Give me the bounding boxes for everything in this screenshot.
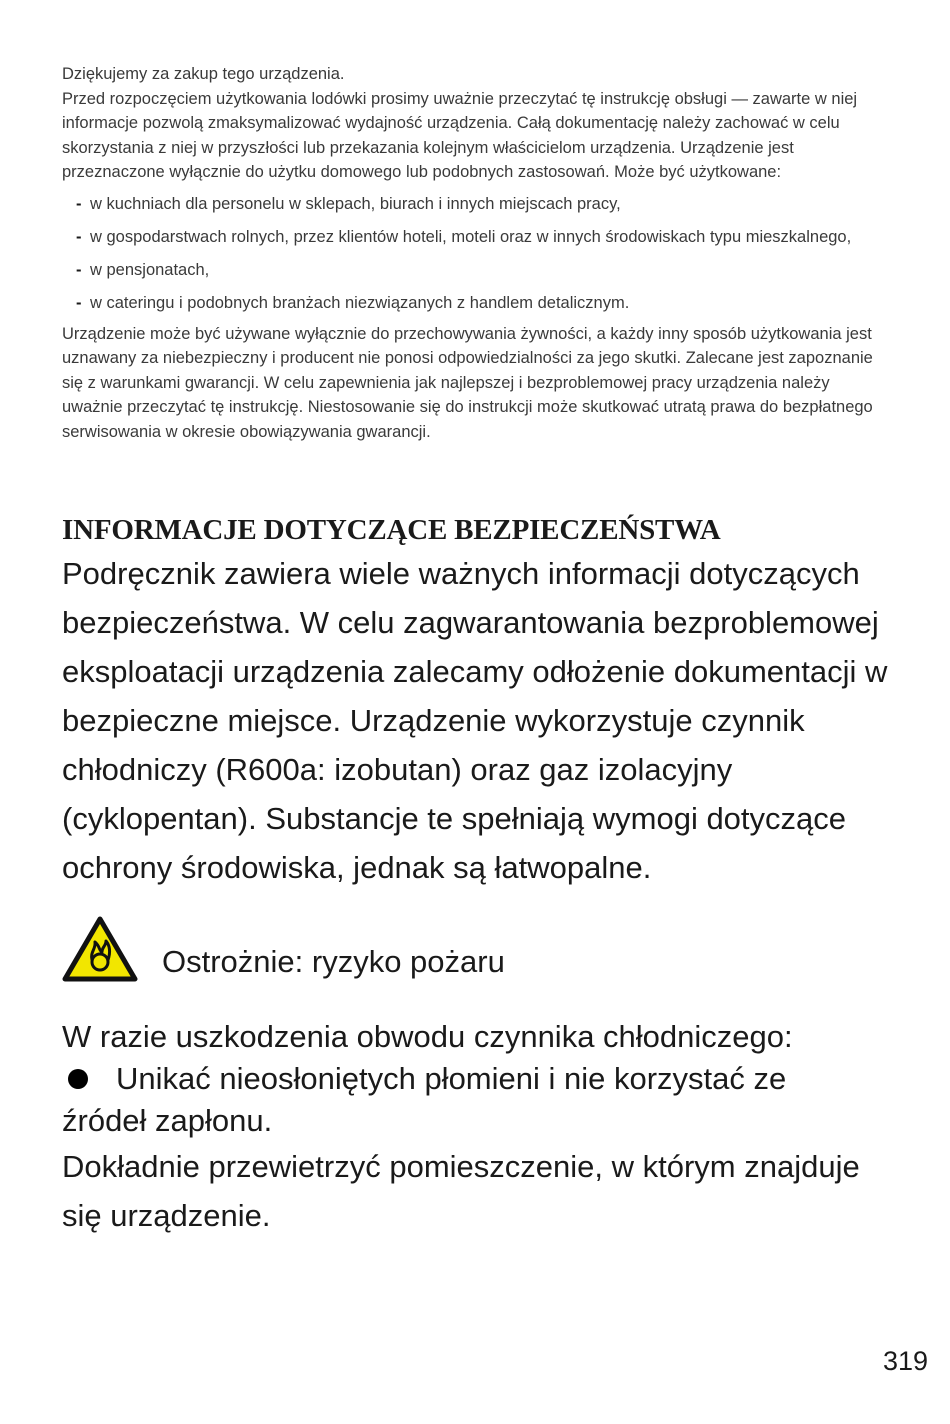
- fire-warning: [62, 912, 888, 982]
- intro-closing: Urządzenie może być używane wyłącznie do przechowywania żywności, a każdy inny sposób użytkowania jest uznawany za niebezpieczny i producent nie ponosi odpowiedzialności za jego skutki. Zalecane jest zapoznanie się z warunkami gwarancji. W celu zapewnienia jak najlepszej i bezproblemowej pracy urządzenia należy uważnie przeczytać tę instrukcję. Niestosowanie się do instrukcji może skutkować utratą prawa do bezpłatnego serwisowania w okresie obowiązywania gwarancji.: [62, 324, 873, 441]
- list-item-text: w kuchniach dla personelu w sklepach, biurach i innych miejscach pracy,: [90, 194, 621, 213]
- dash-icon: -: [76, 194, 82, 213]
- safety-paragraph: Podręcznik zawiera wiele ważnych informacji dotyczących bezpieczeństwa. W celu zagwarantowania bezproblemowej eksploatacji urządzenia zalecamy odłożenie dokumentacji w bezpieczne miejsce. Urządzenie wykorzystuje czynnik chłodniczy (R600a: izobutan) oraz gaz izolacyjny (cyklopentan). Substancje te spełniają wymogi dotyczące ochrony środowiska, jednak są łatwopalne.: [62, 556, 888, 885]
- bullet-icon: [68, 1069, 88, 1089]
- warning-text: Ostrożnie: ryzyko pożaru: [162, 944, 505, 979]
- dash-icon: -: [76, 260, 82, 279]
- list-item-text: w pensjonatach,: [90, 260, 210, 279]
- bullet-text: Unikać nieosłoniętych płomieni i nie korzystać ze: [116, 1061, 787, 1096]
- list-item: [62, 290, 888, 317]
- manual-page: [62, 62, 888, 1240]
- list-item: [62, 191, 888, 218]
- damage-instructions: [62, 1016, 888, 1240]
- list-item: [62, 1058, 888, 1100]
- intro-paragraph: Przed rozpoczęciem użytkowania lodówki prosimy uważnie przeczytać tę instrukcję obsługi — zawarte w niej informacje pozwolą zmaksymalizować wydajność urządzenia. Całą dokumentację należy zachować w celu skorzystania z niej w przyszłości lub przekazania kolejnym właścicielom urządzenia. Urządzenie jest przeznaczone wyłącznie do użytku domowego lub podobnych zastosowań. Może być użytkowane:: [62, 89, 858, 181]
- intro-section: [62, 62, 888, 444]
- safety-heading: INFORMACJE DOTYCZĄCE BEZPIECZEŃSTWA: [62, 514, 721, 546]
- list-item: [62, 224, 888, 251]
- list-item-text: w cateringu i podobnych branżach niezwiązanych z handlem detalicznym.: [90, 293, 630, 312]
- dash-icon: -: [76, 227, 82, 246]
- intro-thanks: Dziękujemy za zakup tego urządzenia.: [62, 65, 345, 83]
- page-number: 319: [882, 1346, 928, 1376]
- bullet-continuation: źródeł zapłonu.: [62, 1103, 273, 1138]
- flammable-warning-icon: [62, 916, 138, 982]
- damage-intro: W razie uszkodzenia obwodu czynnika chłodniczego:: [62, 1019, 793, 1054]
- dash-icon: -: [76, 293, 82, 312]
- list-item: [62, 257, 888, 284]
- usage-list: [62, 191, 888, 317]
- ventilate-instruction: Dokładnie przewietrzyć pomieszczenie, w którym znajduje się urządzenie.: [62, 1149, 860, 1233]
- list-item-text: w gospodarstwach rolnych, przez klientów hoteli, moteli oraz w innych środowiskach typu mieszkalnego,: [90, 227, 852, 246]
